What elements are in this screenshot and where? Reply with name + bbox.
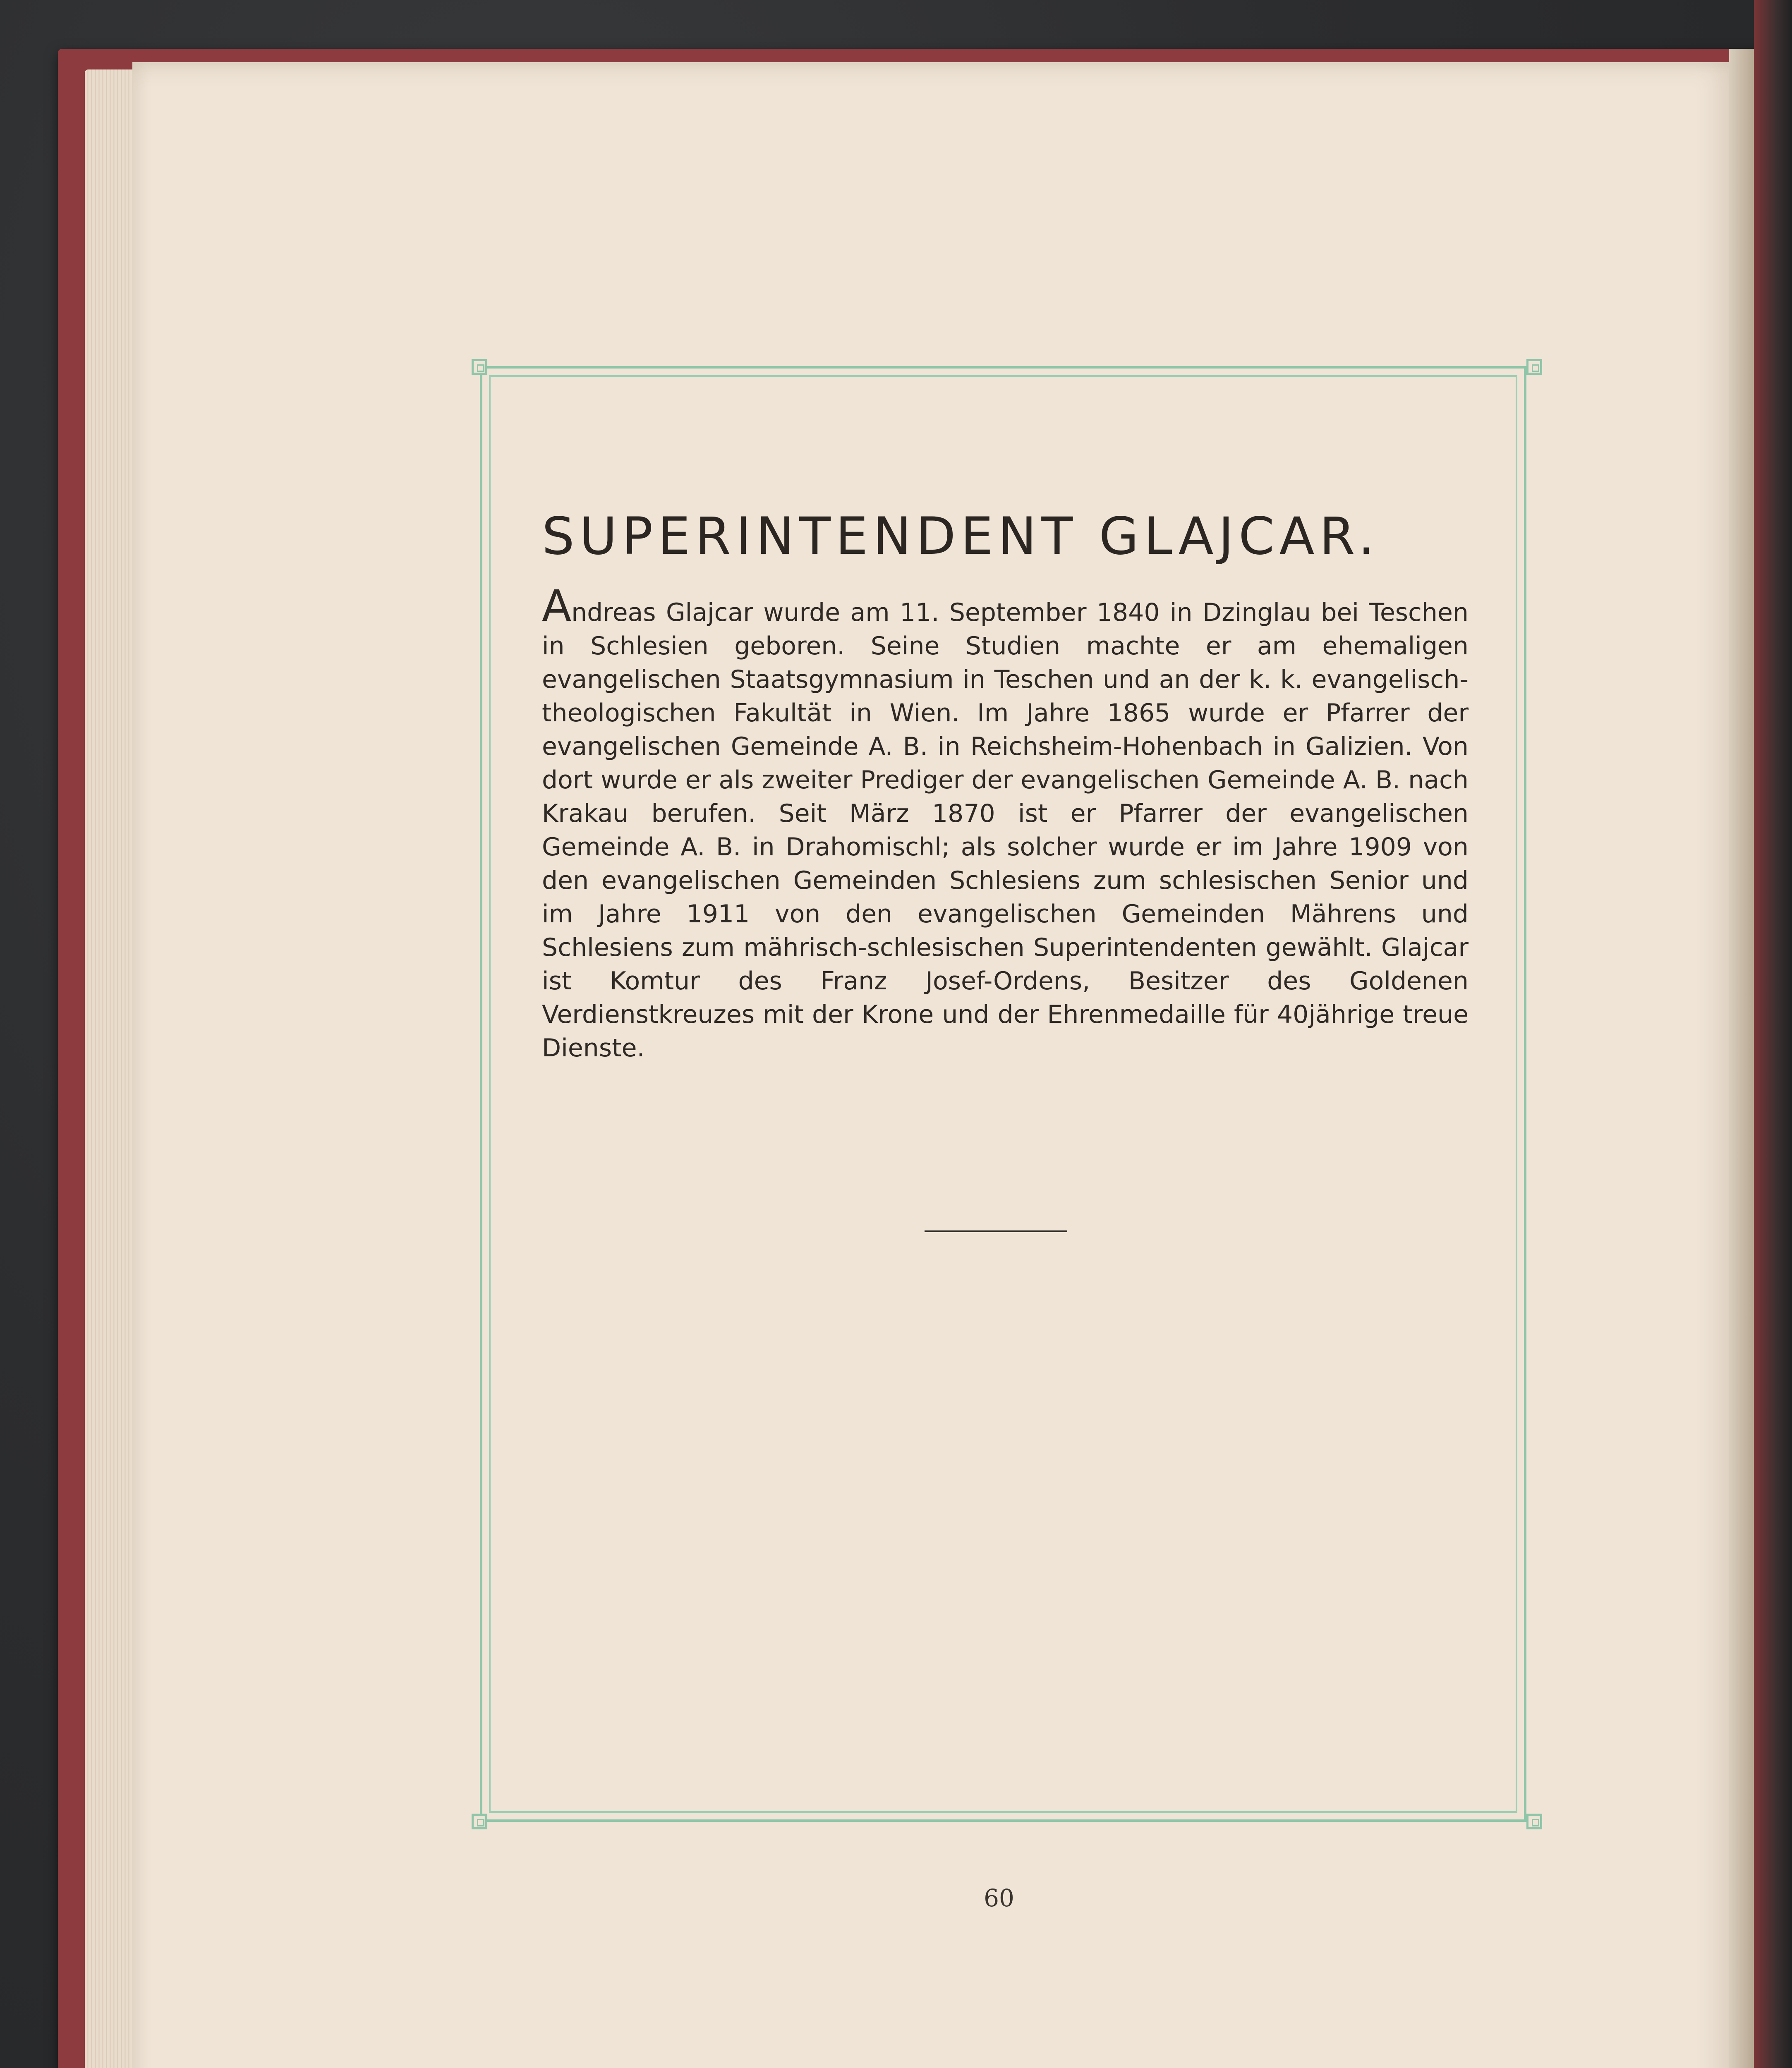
drop-cap: A [542, 581, 572, 631]
frame-corner-ornament [1526, 359, 1542, 375]
page-edges [85, 69, 139, 2068]
decorative-frame [480, 366, 1526, 1822]
biography-paragraph [542, 581, 1469, 1065]
frame-corner-ornament [1526, 1814, 1542, 1829]
frame-corner-ornament [472, 1814, 487, 1829]
page-gutter [1729, 49, 1754, 2068]
right-binding [1754, 0, 1792, 2068]
page-number: 60 [984, 1884, 1014, 1912]
paragraph-text: ndreas Glajcar wurde am 11. September 1840 in Dzinglau bei Teschen in Schlesien geboren. Seine Studien machte er am ehemaligen evangelischen Staatsgymnasium in Teschen und an der k. k. evangelisch-theologischen Fakultät in Wien. Im Jahre 1865 wurde er Pfarrer der evangelischen Gemeinde A. B. in Reichsheim-Hohenbach in Galizien. Von dort wurde er als zweiter Prediger der evangelischen Gemeinde A. B. nach Krakau berufen. Seit März 1870 ist er Pfarrer der evangelischen Gemeinde A. B. in Drahomischl; als solcher wurde er im Jahre 1909 von den evangelischen Gemeinden Schlesiens zum schlesischen Senior und im Jahre 1911 von den evangelischen Gemeinden Mährens und Schlesiens zum mährisch-schlesischen Superintendenten gewählt. Glajcar ist Komtur des Franz Josef-Ordens, Besitzer des Goldenen Verdienstkreuzes mit der Krone und der Ehrenmedaille für 40jährige treue Dienste. [542, 598, 1469, 1063]
section-divider [925, 1230, 1067, 1232]
page-title: SUPERINTENDENT GLAJCAR. [542, 507, 1380, 566]
frame-corner-ornament [472, 359, 487, 375]
